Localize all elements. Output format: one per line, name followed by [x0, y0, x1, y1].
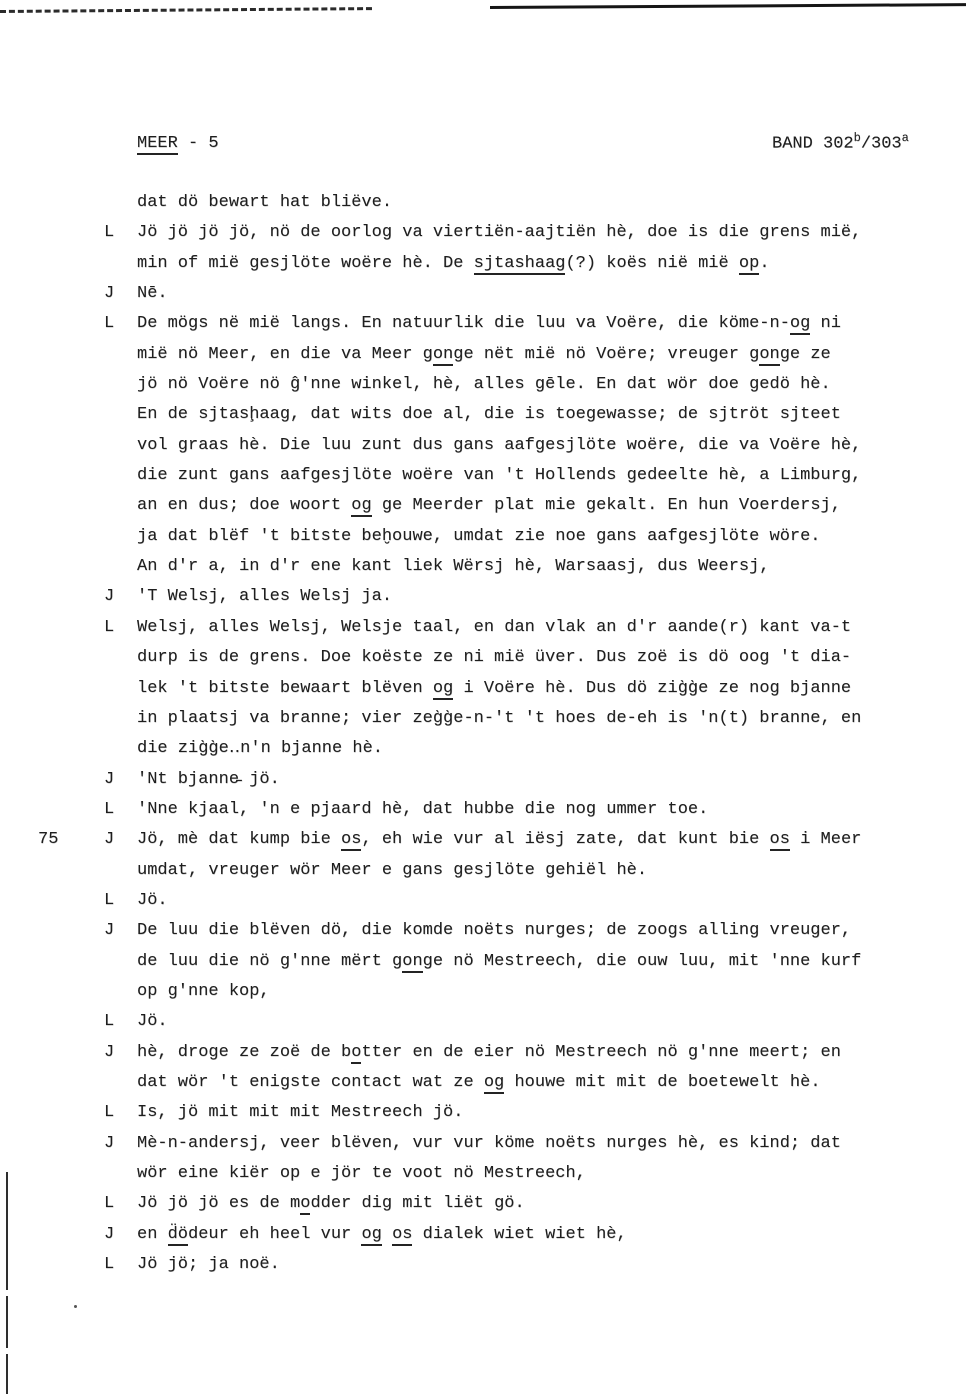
scan-speck	[74, 1305, 77, 1308]
line-text	[137, 1012, 168, 1031]
superscript-text: a	[901, 131, 909, 145]
underlined-text: on	[432, 344, 454, 364]
line-text	[137, 861, 647, 880]
transcript-line	[104, 1007, 937, 1037]
line-text	[137, 223, 861, 242]
text-segment: Jö, mè dat kump bie	[137, 830, 342, 850]
line-text	[137, 739, 383, 758]
transcript-line	[137, 1159, 937, 1189]
line-text	[137, 1134, 841, 1153]
underlined-text: os	[392, 1224, 413, 1244]
text-segment: dat wör 't enigste contact wat ze	[137, 1072, 484, 1092]
line-text	[137, 800, 708, 819]
text-segment: houwe mit mit de boetewelt hè.	[504, 1072, 821, 1092]
transcript-line	[137, 491, 937, 521]
line-text	[137, 527, 821, 546]
text-segment: ge nët mië nö Voëre; vreuger g	[453, 344, 760, 364]
text-segment: An d'r a, in d'r ene kant liek Wërsj hè, Warsaasj, dus Weersj,	[137, 557, 770, 577]
line-text	[137, 891, 168, 910]
underlined-text: o	[351, 1042, 362, 1062]
text-segment: , eh wie vur al iësj zate, dat kunt bie	[361, 830, 770, 850]
line-text	[137, 1103, 463, 1122]
text-segment: De mögs në mië langs. En natuurlik die luu va Voëre, die köme-n-	[137, 314, 790, 334]
transcript-line	[104, 1038, 937, 1068]
text-segment: mië nö Meer, en die va Meer g	[137, 344, 433, 364]
transcript-line	[38, 825, 937, 855]
line-text	[137, 314, 841, 335]
scan-edge-line-left	[6, 1296, 8, 1348]
speaker-label: L	[104, 1103, 115, 1123]
transcript-line	[104, 218, 937, 248]
line-text	[137, 375, 831, 394]
underlined-text: MEER	[137, 134, 178, 153]
transcript-line	[104, 279, 937, 309]
transcript-line	[104, 795, 937, 825]
text-segment: an en dus; doe woort	[137, 496, 352, 516]
transcript-line	[137, 461, 937, 491]
transcript-line	[104, 765, 937, 795]
text-segment: dat dö bewart hat bliëve.	[137, 193, 393, 212]
text-segment: umdat, vreuger wör Meer e gans gesjlöte gehiël hè.	[137, 860, 648, 880]
scan-edge-line-top-left	[0, 7, 372, 13]
text-segment: tter en de eier nö Mestreech nö g'nne meert; en	[361, 1042, 841, 1062]
transcript-line	[137, 552, 937, 582]
line-text	[137, 436, 861, 455]
transcript-line	[137, 1068, 937, 1098]
line-text	[137, 284, 168, 303]
band-reference	[772, 131, 909, 154]
speaker-label: L	[104, 890, 115, 910]
underlined-text: og	[483, 1072, 505, 1092]
scan-edge-line-left	[6, 1172, 8, 1290]
text-segment: Jö jö; ja noë.	[137, 1255, 280, 1275]
text-segment: Is, jö mit mit mit Mestreech jö.	[137, 1103, 464, 1123]
line-text	[137, 1194, 525, 1215]
transcript-line	[104, 1189, 937, 1219]
text-segment: 'T Welsj, alles Welsj ja.	[137, 587, 393, 607]
text-segment: ge nö Mestreech, die ouw luu, mit 'nne kurf	[422, 951, 862, 971]
underlined-text: og	[789, 314, 811, 334]
speaker-label: L	[104, 1012, 115, 1032]
text-segment: hè, droge ze zoë de b	[137, 1042, 352, 1062]
line-text	[137, 709, 861, 728]
underlined-text: sjtashaag	[473, 253, 566, 273]
transcript-line	[137, 400, 937, 430]
underlined-text: o	[300, 1194, 311, 1214]
line-text	[137, 1164, 586, 1183]
text-segment: en	[137, 1224, 168, 1244]
transcript-line	[137, 431, 937, 461]
transcript-line	[104, 916, 937, 946]
line-text	[137, 345, 831, 366]
text-segment: - 5	[177, 134, 219, 153]
text-segment: durp is de grens. Doe koëste ze ni mië üver. Dus zoë is dö oog 't dia-	[137, 648, 852, 668]
underlined-text: og	[361, 1224, 382, 1244]
speaker-label: L	[104, 1255, 115, 1275]
transcript-line	[137, 643, 937, 673]
line-text	[137, 952, 861, 973]
text-segment: (?) koës nië mië	[565, 253, 739, 273]
margin-number: 75	[38, 830, 59, 850]
transcript-line	[104, 1220, 937, 1250]
transcript-line	[104, 309, 937, 339]
speaker-label: L	[104, 1194, 115, 1214]
text-segment: Jö jö jö jö, nö de oorlog va viertiën-aajtiën hè, doe is die grens mië,	[137, 223, 862, 243]
speaker-label: L	[104, 799, 115, 819]
transcript-line	[104, 886, 937, 916]
underlined-text: d̈ö	[167, 1224, 189, 1244]
speaker-label: J	[104, 769, 115, 789]
line-text	[137, 982, 270, 1001]
underlined-text: on	[402, 951, 423, 971]
transcript-line	[137, 249, 937, 279]
text-segment: Welsj, alles Welsj, Welsje taal, en dan vlak an d'r aande(r) kant va-t	[137, 617, 852, 637]
transcript-line	[104, 613, 937, 643]
text-segment: wör eine kiër op e jör te voot nö Mestreech,	[137, 1164, 586, 1183]
text-segment: dder dig mit liët gö.	[310, 1194, 525, 1214]
transcript-line	[104, 1129, 937, 1159]
line-text	[137, 770, 280, 789]
transcript-line	[137, 856, 937, 886]
transcript	[38, 188, 937, 1280]
transcript-line	[137, 188, 937, 218]
line-text	[137, 557, 770, 576]
underlined-text: og	[351, 496, 372, 516]
line-text	[137, 1073, 821, 1094]
transcript-line	[137, 704, 937, 734]
transcript-line	[137, 340, 937, 370]
text-segment: Jö.	[137, 1012, 168, 1032]
transcript-line	[104, 582, 937, 612]
speaker-label: J	[104, 830, 115, 850]
transcript-line	[137, 522, 937, 552]
text-segment: de luu die nö g'nne mërt g	[137, 951, 403, 971]
text-segment: deur eh heel vur	[188, 1224, 362, 1244]
underlined-text: op	[738, 253, 760, 273]
text-segment	[382, 1225, 392, 1244]
scan-edge-line-top-right	[490, 3, 966, 9]
text-segment: ge Meerder plat mie gekalt. En hun Voerdersj,	[371, 496, 841, 516]
speaker-label: L	[104, 314, 115, 334]
line-text	[137, 466, 861, 485]
text-segment: Mè-n-andersj, veer blëven, vur vur köme noëts nurges hè, es kind; dat	[137, 1133, 841, 1153]
line-text	[137, 405, 841, 424]
line-text	[137, 1255, 280, 1274]
line-text	[137, 496, 841, 517]
line-text	[137, 254, 770, 275]
page-title	[137, 134, 219, 153]
text-segment: De luu die blëven dö, die komde noëts nurges; de zoogs alling vreuger,	[137, 921, 852, 941]
speaker-label: J	[104, 1133, 115, 1153]
text-segment: BAND 302	[772, 134, 854, 154]
line-text	[137, 1043, 841, 1064]
speaker-label: J	[104, 921, 115, 941]
transcript-line	[104, 1098, 937, 1128]
line-text	[137, 830, 861, 851]
text-segment: vol graas hè. Die luu zunt dus gans aafgesjlöte woëre, die va Voëre hè,	[137, 435, 862, 455]
text-segment: Nē.	[137, 284, 168, 304]
underlined-text: on	[759, 344, 780, 364]
transcript-line	[137, 734, 937, 764]
text-segment: i Meer	[789, 830, 862, 850]
text-segment: jö nö Voëre nö ĝ'nne winkel, hè, alles gēle. En dat wör doe gedö hè.	[137, 375, 831, 395]
transcript-line	[137, 370, 937, 400]
speaker-label: J	[104, 1042, 115, 1062]
text-segment: die zig̀g̀e‥n'n bjanne hè.	[137, 739, 383, 759]
line-text	[137, 921, 851, 940]
text-segment: dialek wiet wiet hè,	[412, 1224, 627, 1244]
superscript-text: b	[853, 131, 861, 145]
speaker-label: J	[104, 1224, 115, 1244]
transcript-line	[137, 977, 937, 1007]
line-text	[137, 1225, 627, 1246]
text-segment: lek 't bitste bewaart blëven	[137, 678, 433, 698]
underlined-text: os	[769, 830, 790, 850]
transcript-line	[104, 1250, 937, 1280]
text-segment: /303	[860, 134, 902, 154]
text-segment: op g'nne kop,	[137, 981, 270, 1001]
text-segment: .	[759, 253, 770, 273]
transcript-line	[137, 947, 937, 977]
speaker-label: J	[104, 284, 115, 304]
text-segment: in plaatsj va branne; vier zeg̀g̀e-n-'t 't hoes de-eh is 'n(t) branne, en	[137, 708, 862, 728]
text-segment: En de sjtasḩaag, dat wits doe al, die is toegewasse; de sjtröt sjteet	[137, 405, 841, 425]
underlined-text: og	[432, 678, 454, 698]
text-segment: ni	[810, 314, 841, 334]
underlined-text: os	[341, 830, 362, 850]
text-segment: min of mië gesjlöte woëre hè. De	[137, 253, 474, 273]
speaker-label: J	[104, 587, 115, 607]
text-segment: 'Nt bjanne̵ jö.	[137, 769, 280, 789]
transcript-line	[137, 674, 937, 704]
speaker-label: L	[104, 223, 115, 243]
line-text	[137, 587, 392, 606]
line-text	[137, 618, 851, 637]
scan-edge-line-left	[6, 1354, 8, 1394]
text-segment: ge ze	[779, 344, 831, 364]
line-text	[137, 679, 851, 700]
line-text	[137, 193, 392, 212]
speaker-label: L	[104, 617, 115, 637]
line-text	[137, 648, 851, 667]
text-segment: Jö jö jö es de m	[137, 1194, 301, 1214]
text-segment: die zunt gans aafgesjlöte woëre van 't Hollends gedeelte hè, a Limburg,	[137, 466, 862, 486]
text-segment: i Voëre hè. Dus dö zig̀g̀e ze nog bjanne	[453, 678, 852, 698]
text-segment: 'Nne kjaal, 'n e pjaard hè, dat hubbe die nog ummer toe.	[137, 799, 709, 819]
text-segment: Jö.	[137, 890, 168, 910]
text-segment: ja dat blëf 't bitste beḫouwe, umdat zie noe gans aafgesjlöte wöre.	[137, 526, 821, 546]
